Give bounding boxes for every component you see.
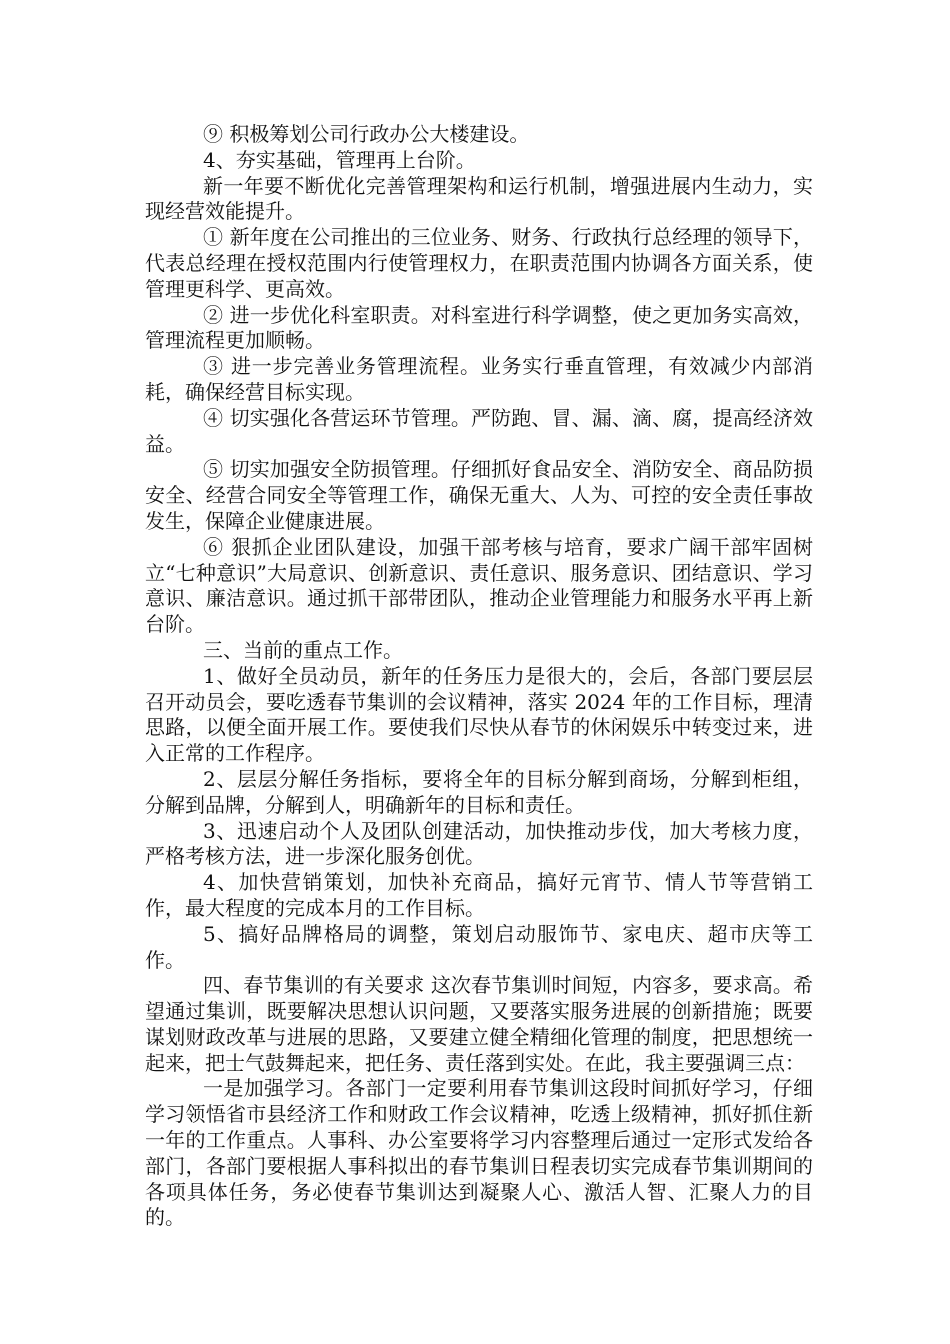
paragraph-key-work-4: 4、加快营销策划，加快补充商品，搞好元宵节、情人节等营销工作，最大程度的完成本月的工作目标。 xyxy=(145,870,813,920)
paragraph-item-4-operations: ④ 切实强化各营运环节管理。严防跑、冒、漏、滴、腐，提高经济效益。 xyxy=(145,405,813,456)
paragraph-item-5-safety: ⑤ 切实加强安全防损管理。仔细抓好食品安全、消防安全、商品防损安全、经营合同安全等管理工作，确保无重大、人为、可控的安全责任事故发生，保障企业健康进展。 xyxy=(145,457,813,533)
paragraph-new-year-optimization: 新一年要不断优化完善管理架构和运行机制，增强进展内生动力，实现经营效能提升。 xyxy=(145,173,813,224)
paragraph-item-6-team: ⑥ 狠抓企业团队建设，加强干部考核与培育，要求广阔干部牢固树立“七种意识”大局意识、创新意识、责任意识、服务意识、团结意识、学习意识、廉洁意识。通过抓干部带团队，推动企业管理能力和服务水平再上新台阶。 xyxy=(145,534,813,637)
paragraph-key-work-5: 5、搞好品牌格局的调整，策划启动服饰节、家电庆、超市庆等工作。 xyxy=(145,921,813,972)
section-heading-foundation: 4、夯实基础，管理再上台阶。 xyxy=(203,147,476,172)
paragraph-key-work-1: 1、做好全员动员，新年的任务压力是很大的，会后，各部门要层层召开动员会，要吃透春节集训的会议精神，落实 2024 年的工作目标，理清思路，以便全面开展工作。要使我们尽快从春节的休闲娱乐中转变过来，进入正常的工作程序。 xyxy=(145,663,813,766)
document-body xyxy=(145,122,813,1231)
paragraph-item-9-construction: ⑨ 积极筹划公司行政办公大楼建设。 xyxy=(203,122,530,146)
paragraph-item-2-departments: ② 进一步优化科室职责。对科室进行科学调整，使之更加务实高效，管理流程更加顺畅。 xyxy=(145,302,813,353)
paragraph-key-work-3: 3、迅速启动个人及团队创建活动，加快推动步伐，加大考核力度，严格考核方法，进一步深化服务创优。 xyxy=(145,818,813,869)
section-heading-key-work: 三、当前的重点工作。 xyxy=(203,637,403,662)
paragraph-item-1-executives: ① 新年度在公司推出的三位业务、财务、行政执行总经理的领导下，代表总经理在授权范围内行使管理权力，在职责范围内协调各方面关系，使管理更科学、更高效。 xyxy=(145,225,813,301)
paragraph-strengthen-learning: 一是加强学习。各部门一定要利用春节集训这段时间抓好学习，仔细学习领悟省市县经济工作和财政工作会议精神，吃透上级精神，抓好抓住新一年的工作重点。人事科、办公室要将学习内容整理后通过一定形式发给各部门，各部门要根据人事科拟出的春节集训日程表切实完成春节集训期间的各项具体任务，务必使春节集训达到凝聚人心、激活人智、汇聚人力的目的。 xyxy=(145,1076,813,1230)
paragraph-key-work-2: 2、层层分解任务指标，要将全年的目标分解到商场，分解到柜组，分解到品牌，分解到人，明确新年的目标和责任。 xyxy=(145,766,813,817)
paragraph-item-3-process: ③ 进一步完善业务管理流程。业务实行垂直管理，有效减少内部消耗，确保经营目标实现。 xyxy=(145,354,813,404)
paragraph-training-requirements: 四、春节集训的有关要求 这次春节集训时间短，内容多，要求高。希望通过集训，既要解决思想认识问题，又要落实服务进展的创新措施；既要谋划财政改革与进展的思路，又要建立健全精细化管理的制度，把思想统一起来，把士气鼓舞起来，把任务、责任落到实处。在此，我主要强调三点： xyxy=(145,973,813,1075)
